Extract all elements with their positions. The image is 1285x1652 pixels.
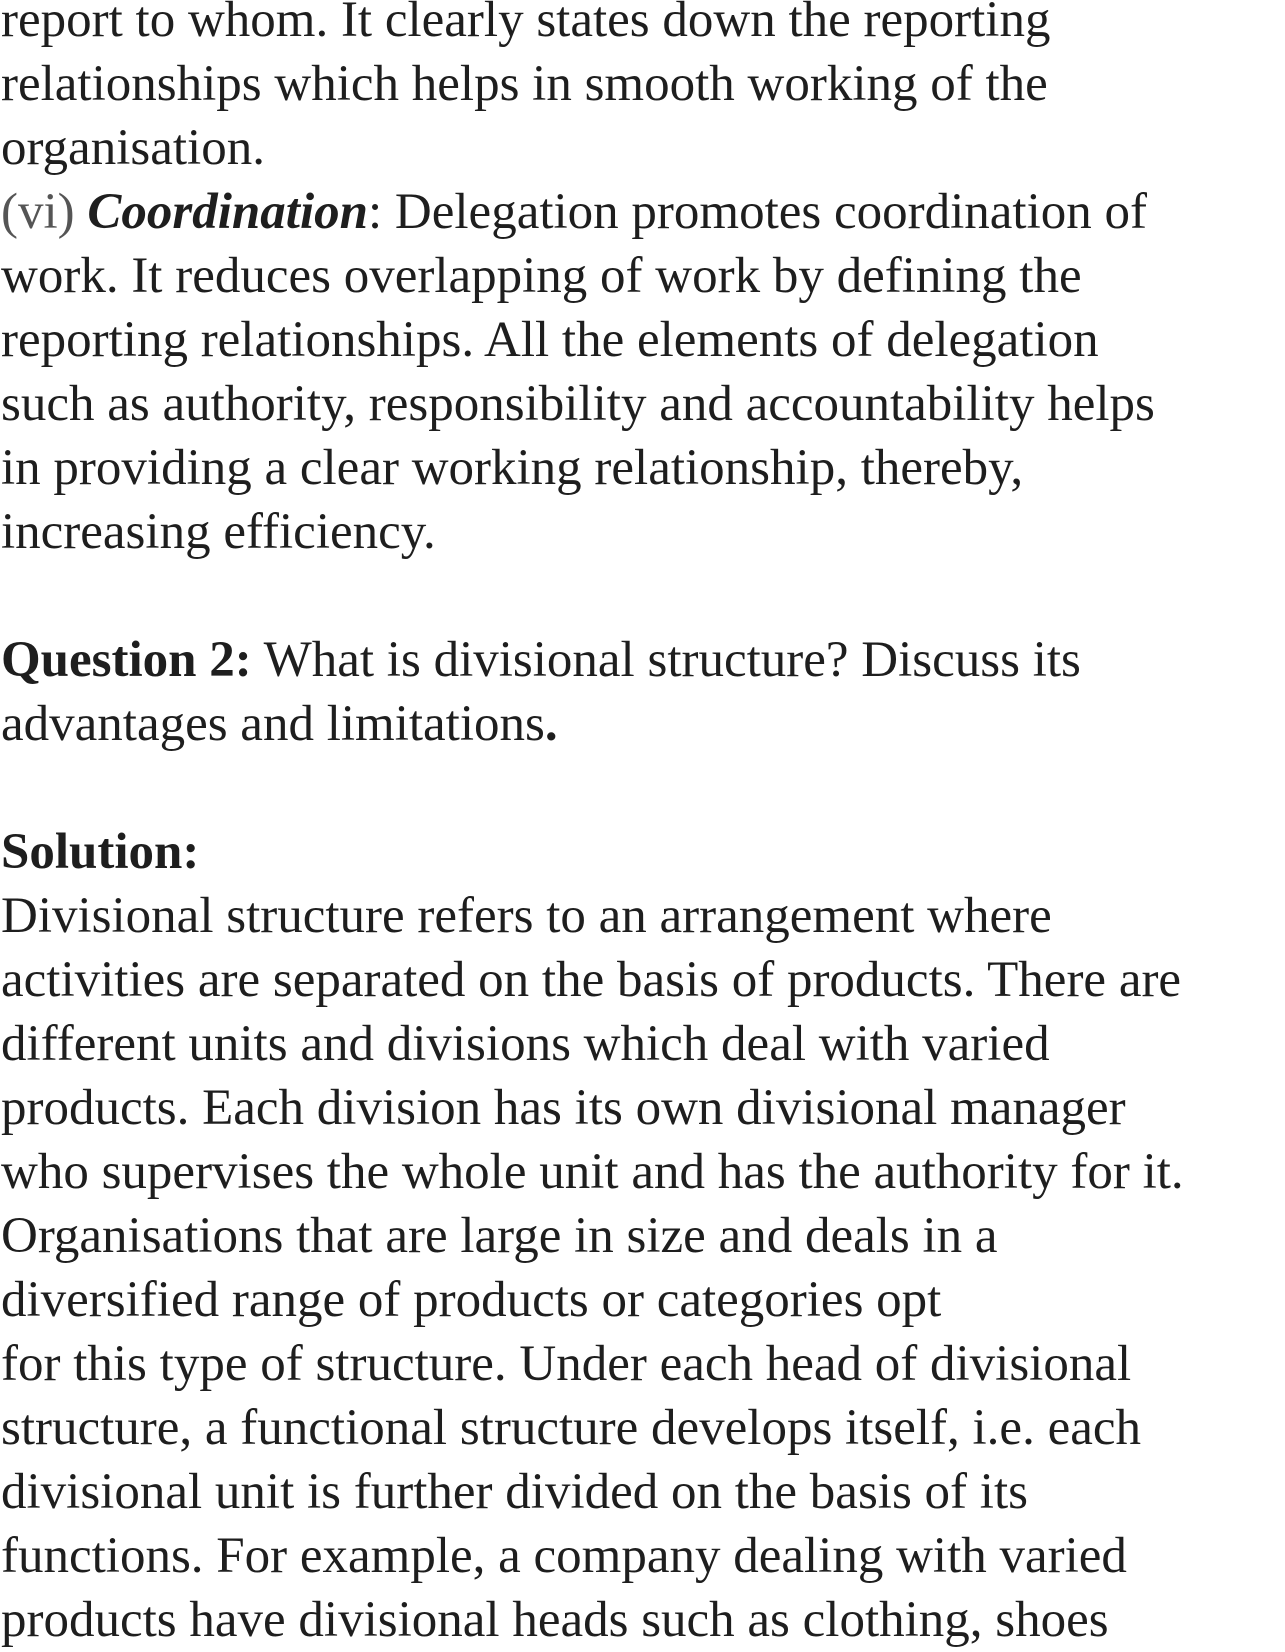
solution-label: [1, 820, 1184, 884]
text-line: who supervises the whole unit and has the authority for it.: [1, 1144, 1184, 1200]
text-line: increasing efficiency.: [1, 504, 436, 560]
coordination-paragraph: [1, 180, 1184, 564]
question-end: .: [544, 696, 558, 752]
question-text: advantages and limitations: [1, 696, 545, 752]
text-line: structure, a functional structure develops itself, i.e. each: [1, 1400, 1141, 1456]
text-line: report to whom. It clearly states down the reporting: [1, 0, 1051, 48]
text-line: organisation.: [1, 120, 265, 176]
text-line: [1, 628, 1184, 692]
text-line: work. It reduces overlapping of work by defining the: [1, 248, 1082, 304]
question-text: What is divisional structure? Discuss its: [251, 632, 1081, 688]
text-line: such as authority, responsibility and accountability helps: [1, 376, 1155, 432]
text-line: activities are separated on the basis of products. There are: [1, 952, 1182, 1008]
text-line: divisional unit is further divided on the basis of its: [1, 1464, 1028, 1520]
text-line: different units and divisions which deal with varied: [1, 1016, 1050, 1072]
text-span: : Delegation promotes coordination of: [368, 184, 1147, 240]
question-label: Question 2:: [1, 632, 252, 688]
text-line: in providing a clear working relationship, thereby,: [1, 440, 1024, 496]
solution-block: [1, 820, 1184, 1652]
solution-heading: Solution:: [1, 824, 200, 880]
text-line: diversified range of products or categories opt: [1, 1272, 942, 1328]
document-page: [1, 0, 1184, 1652]
question-block: [1, 628, 1184, 756]
text-line: for this type of structure. Under each head of divisional: [1, 1336, 1132, 1392]
item-number: (vi): [1, 184, 88, 240]
intro-paragraph: [1, 0, 1184, 180]
text-line: [1, 180, 1184, 244]
text-line: products. Each division has its own divisional manager: [1, 1080, 1126, 1136]
text-line: reporting relationships. All the elements of delegation: [1, 312, 1099, 368]
text-line: products have divisional heads such as clothing, shoes: [1, 1592, 1109, 1648]
text-line: [1, 692, 1184, 756]
text-line: relationships which helps in smooth working of the: [1, 56, 1048, 112]
text-line: Divisional structure refers to an arrangement where: [1, 888, 1052, 944]
text-line: Organisations that are large in size and deals in a: [1, 1208, 998, 1264]
term-heading: Coordination: [87, 184, 368, 240]
text-line: functions. For example, a company dealing with varied: [1, 1528, 1127, 1584]
